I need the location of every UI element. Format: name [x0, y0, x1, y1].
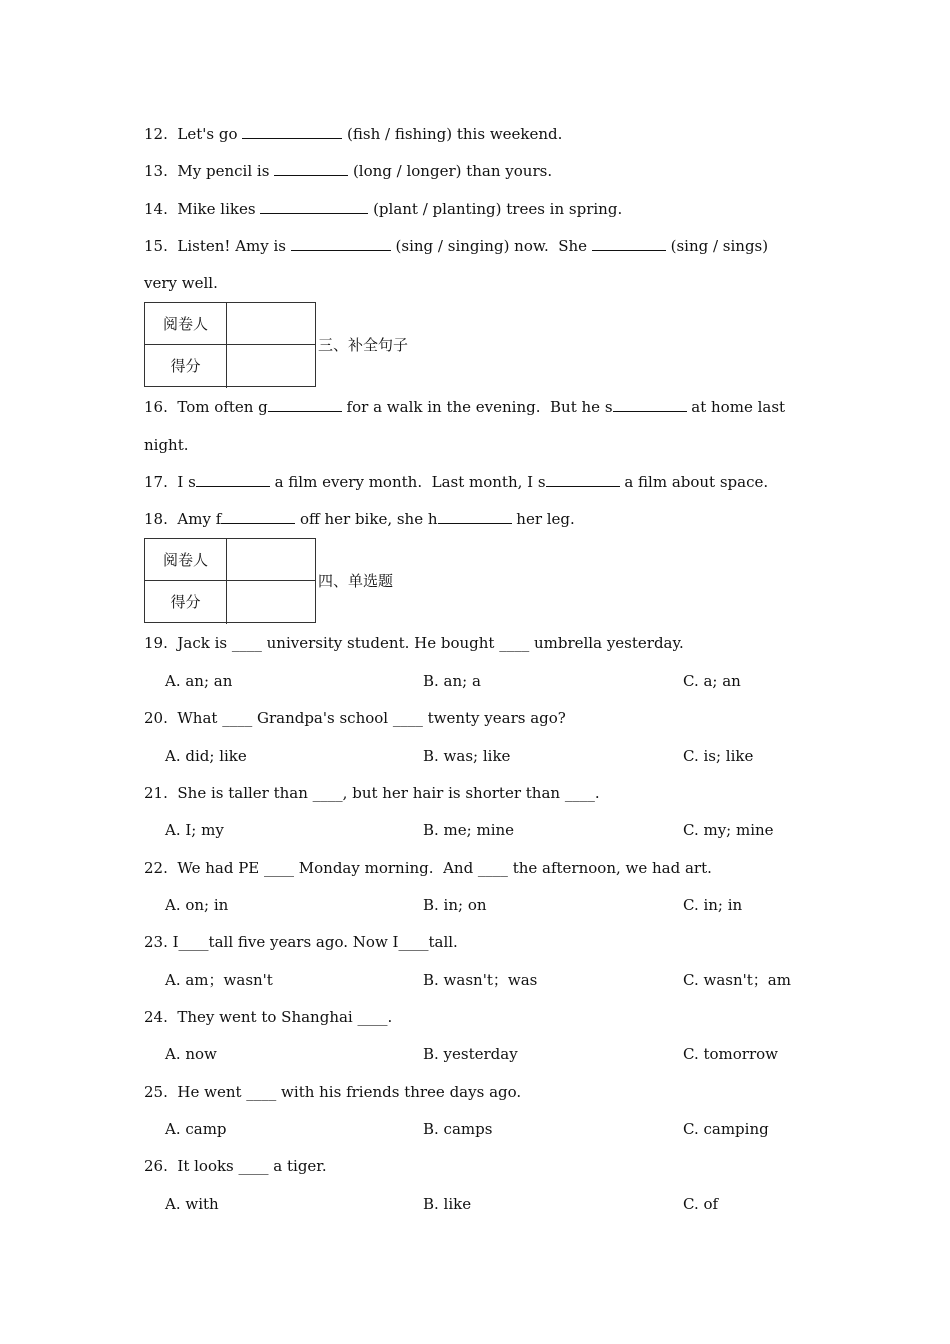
option-b[interactable]: B. an; a: [423, 672, 481, 690]
question-17: 17. I s a film every month. Last month, I s a film about space.: [144, 473, 769, 491]
answer-blank[interactable]: [268, 397, 342, 412]
option-c[interactable]: C. is; like: [683, 747, 754, 765]
question-25: 25. He went ____ with his friends three days ago.: [144, 1083, 522, 1101]
option-c[interactable]: C. of: [683, 1195, 719, 1213]
section-3-title: 三、补全句子: [318, 336, 409, 354]
score-box: [144, 302, 316, 387]
question-20: 20. What ____ Grandpa's school ____ twenty years ago?: [144, 709, 566, 727]
question-24: 24. They went to Shanghai ____.: [144, 1008, 393, 1026]
option-b[interactable]: B. yesterday: [423, 1045, 518, 1063]
option-b[interactable]: B. me; mine: [423, 821, 515, 839]
answer-blank[interactable]: [291, 236, 391, 251]
question-16-cont: night.: [144, 436, 189, 454]
option-c[interactable]: C. tomorrow: [683, 1045, 779, 1063]
score-label: 得分: [145, 581, 227, 624]
option-c[interactable]: C. in; in: [683, 896, 743, 914]
answer-blank[interactable]: [438, 509, 512, 524]
question-15: 15. Listen! Amy is (sing / singing) now. She (sing / sings): [144, 237, 769, 255]
option-a[interactable]: A. am；wasn't: [165, 971, 273, 989]
option-c[interactable]: C. wasn't；am: [683, 971, 791, 989]
option-c[interactable]: C. camping: [683, 1120, 769, 1138]
question-12: 12. Let's go (fish / fishing) this weekend.: [144, 125, 563, 143]
option-a[interactable]: A. did; like: [165, 747, 247, 765]
option-a[interactable]: A. with: [165, 1195, 219, 1213]
question-15-cont: very well.: [144, 274, 218, 292]
option-a[interactable]: A. now: [165, 1045, 217, 1063]
option-c[interactable]: C. my; mine: [683, 821, 774, 839]
option-a[interactable]: A. an; an: [165, 672, 233, 690]
answer-blank[interactable]: [592, 236, 666, 251]
option-a[interactable]: A. camp: [165, 1120, 227, 1138]
question-13: 13. My pencil is (long / longer) than yours.: [144, 162, 553, 180]
option-b[interactable]: B. wasn't；was: [423, 971, 538, 989]
question-23: 23. I____tall five years ago. Now I____tall.: [144, 933, 458, 951]
option-c[interactable]: C. a; an: [683, 672, 741, 690]
question-26: 26. It looks ____ a tiger.: [144, 1157, 327, 1175]
answer-blank[interactable]: [260, 199, 368, 214]
option-a[interactable]: A. on; in: [165, 896, 229, 914]
option-b[interactable]: B. in; on: [423, 896, 487, 914]
question-22: 22. We had PE ____ Monday morning. And ____ the afternoon, we had art.: [144, 859, 712, 877]
answer-blank[interactable]: [242, 124, 342, 139]
section-4-title: 四、单选题: [318, 572, 394, 590]
score-label: 得分: [145, 345, 227, 388]
option-b[interactable]: B. was; like: [423, 747, 511, 765]
reviewer-label: 阅卷人: [145, 539, 227, 581]
question-18: 18. Amy f off her bike, she h her leg.: [144, 510, 575, 528]
score-box: [144, 538, 316, 623]
question-16: 16. Tom often g for a walk in the evening. But he s at home last: [144, 398, 786, 416]
question-21: 21. She is taller than ____, but her hair is shorter than ____.: [144, 784, 600, 802]
reviewer-label: 阅卷人: [145, 303, 227, 345]
answer-blank[interactable]: [546, 472, 620, 487]
answer-blank[interactable]: [196, 472, 270, 487]
answer-blank[interactable]: [221, 509, 295, 524]
answer-blank[interactable]: [274, 161, 348, 176]
question-19: 19. Jack is ____ university student. He bought ____ umbrella yesterday.: [144, 634, 684, 652]
option-a[interactable]: A. I; my: [165, 821, 224, 839]
option-b[interactable]: B. camps: [423, 1120, 493, 1138]
answer-blank[interactable]: [613, 397, 687, 412]
question-14: 14. Mike likes (plant / planting) trees in spring.: [144, 200, 623, 218]
option-b[interactable]: B. like: [423, 1195, 472, 1213]
